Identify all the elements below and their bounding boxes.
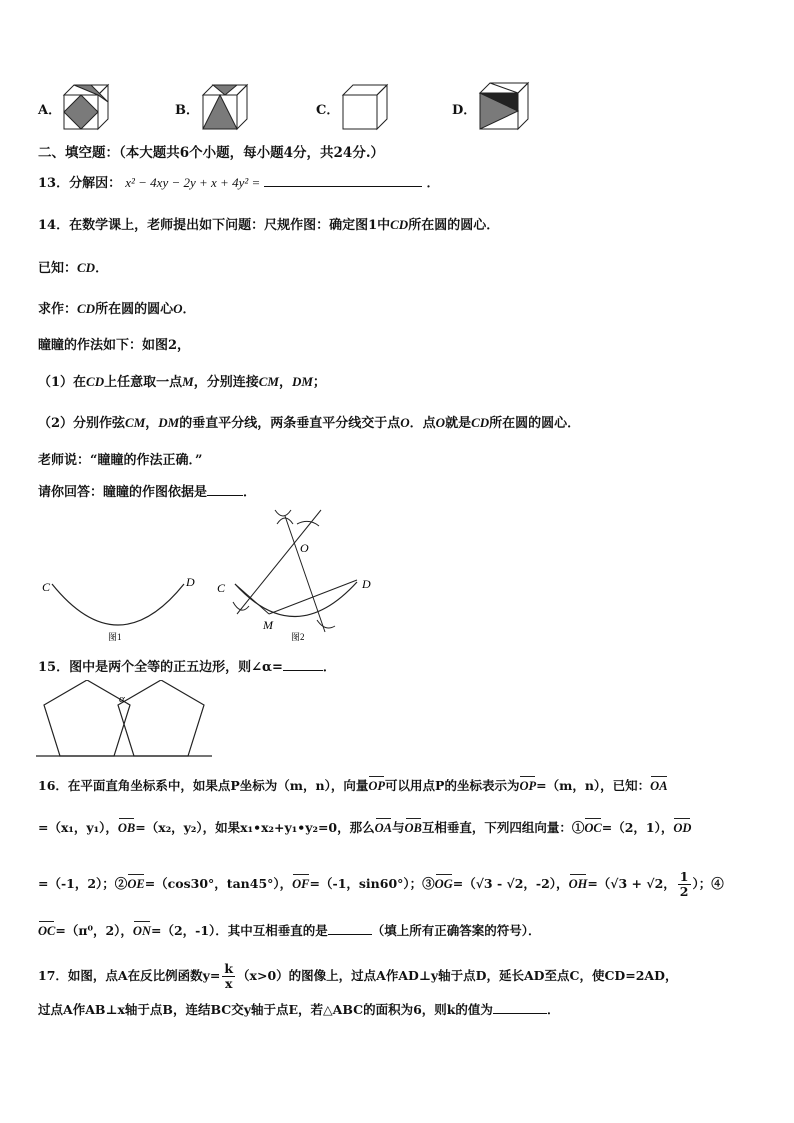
q16-vec-ob2: OB xyxy=(404,821,422,835)
q17-answer-blank[interactable] xyxy=(493,1001,547,1014)
q13-answer-blank[interactable] xyxy=(264,174,422,187)
q14-teacher: 老师说：“瞳瞳的作法正确．” xyxy=(38,453,203,468)
q14-step1 xyxy=(38,371,326,390)
q14-answer-blank[interactable] xyxy=(207,483,243,496)
q14-ask-text: 请你回答：瞳瞳的作图依据是 xyxy=(38,485,208,500)
fig1-caption: 图1 xyxy=(108,632,122,642)
q14-step1-dm: DM xyxy=(291,374,313,389)
q15-end: ． xyxy=(322,660,336,675)
q14-method: 瞳瞳的作法如下：如图2， xyxy=(38,338,191,353)
q17-l1-a: 17．如图，点A在反比例函数y= xyxy=(38,968,221,983)
q14-known-arc: CD xyxy=(77,260,96,275)
q14-step1-e: ； xyxy=(312,375,326,390)
q16-l3-d: =（√3 - √2，-2）， xyxy=(452,876,569,891)
q16-line3 xyxy=(38,870,724,899)
q16-vec-of: OF xyxy=(292,877,310,891)
q16-l1-a: 16．在平面直角坐标系中，如果点P坐标为（m，n），向量 xyxy=(38,778,369,793)
q16-vec-oc2: OC xyxy=(38,924,56,938)
q16-frac-num: 1 xyxy=(679,869,689,884)
q16-l1-b: 可以用点P的坐标表示为 xyxy=(385,778,520,793)
q16-l2-e: =（2，1）， xyxy=(601,820,674,835)
q16-line2 xyxy=(38,818,691,836)
q17-line1 xyxy=(38,962,677,991)
q14-known-label: 已知： xyxy=(38,261,78,276)
fig2-caption: 图2 xyxy=(291,632,305,642)
q16-vec-op: OP xyxy=(368,779,386,793)
q14-find-mid: 所在圆的圆心 xyxy=(95,302,174,317)
q14-known xyxy=(38,257,108,276)
q16-vec-oa2: OA xyxy=(374,821,392,835)
q13-expression: x² − 4xy − 2y + x + 4y² = xyxy=(125,175,261,190)
q16-l3-a: =（-1，2）；② xyxy=(38,876,128,891)
q14-find-o: O xyxy=(173,301,183,316)
q15-answer-blank[interactable] xyxy=(283,658,323,671)
fig2-label-o: O xyxy=(300,541,309,555)
fig1-label-c: C xyxy=(42,580,51,594)
q14-step2-o: O xyxy=(400,415,410,430)
q14-step2-e: 就是 xyxy=(445,416,472,431)
q14-find-end: ． xyxy=(182,302,196,317)
q16-l4-a: =（π⁰，2）， xyxy=(55,923,133,938)
q16-vec-og: OG xyxy=(434,877,453,891)
q17-line2 xyxy=(38,1000,559,1018)
q16-vec-op2: OP xyxy=(519,779,537,793)
q16-vec-od: OD xyxy=(673,821,692,835)
option-a-label[interactable]: A． xyxy=(38,103,62,118)
q14-step2-o2: O xyxy=(435,415,446,430)
q17-fraction xyxy=(222,962,235,991)
q16-l3-e: =（√3 + √2， xyxy=(587,876,676,891)
q14-step2-dm: DM xyxy=(158,415,180,430)
option-b-label[interactable]: B． xyxy=(175,103,199,118)
q14-step2-d: ．点 xyxy=(409,416,436,431)
q16-vec-oh: OH xyxy=(568,877,588,891)
q16-l2-d: 互相垂直，下列四组向量：① xyxy=(421,820,585,835)
question-15 xyxy=(38,656,336,675)
q16-l2-a: =（x₁，y₁）， xyxy=(38,820,118,835)
q17-l2-end: ． xyxy=(546,1002,560,1017)
option-d-label[interactable]: D． xyxy=(452,103,477,118)
q14-step2-cm: CM xyxy=(125,415,146,430)
q13-suffix: ． xyxy=(426,176,440,191)
q16-answer-blank[interactable] xyxy=(328,922,372,935)
option-c-cube-image[interactable] xyxy=(341,83,391,131)
q14-figure2 xyxy=(215,502,385,646)
q14-step2-a: （2）分别作弦 xyxy=(38,416,126,431)
q16-l4-c: （填上所有正确答案的符号）． xyxy=(371,923,541,938)
q14-step2-b: ， xyxy=(145,416,159,431)
q16-l3-b: =（cos30°，tan45°）， xyxy=(144,876,293,891)
q16-frac-den: 2 xyxy=(679,884,689,899)
q14-find-arc: CD xyxy=(77,301,96,316)
q16-l2-c: 与 xyxy=(391,820,405,835)
q14-step1-m: M xyxy=(182,374,194,389)
q16-l1-c: =（m，n），已知： xyxy=(536,778,651,793)
q15-pentagons-figure xyxy=(36,680,214,760)
q16-line4 xyxy=(38,921,541,939)
q16-l3-c: =（-1，sin60°）；③ xyxy=(309,876,435,891)
fig2-label-m: M xyxy=(263,618,273,632)
q14-ask-end: ． xyxy=(243,485,257,500)
question-13 xyxy=(38,172,440,191)
q16-l4-b: =（2，-1）．其中互相垂直的是 xyxy=(150,923,328,938)
q16-vec-oc: OC xyxy=(584,821,602,835)
q16-vec-ob: OB xyxy=(117,821,136,835)
q17-frac-k: k xyxy=(224,961,234,976)
fig2-label-c: C xyxy=(217,581,226,595)
q14-known-end: ． xyxy=(95,261,109,276)
q14-find xyxy=(38,298,196,317)
fig2-label-d: D xyxy=(362,577,371,591)
q14-arc-cd: CD xyxy=(390,217,409,232)
q16-line1 xyxy=(38,776,668,794)
q16-vec-oe: OE xyxy=(127,877,145,891)
q14-figure1 xyxy=(38,570,208,644)
q14-step2-f: 所在圆的圆心． xyxy=(489,416,581,431)
option-a-cube-image[interactable] xyxy=(62,83,112,131)
fig1-label-d: D xyxy=(186,575,195,589)
q14-line1-end: 所在圆的圆心． xyxy=(408,218,500,233)
option-d-cube-image[interactable] xyxy=(478,81,532,131)
q14-find-label: 求作： xyxy=(38,302,78,317)
option-b-cube-image[interactable] xyxy=(201,83,251,131)
q14-step1-arc: CD xyxy=(86,374,105,389)
q17-l1-b: （x>0）的图像上，过点A作AD⊥y轴于点D，延长AD至点C，使CD=2AD， xyxy=(237,968,678,983)
q14-step1-b: 上任意取一点 xyxy=(104,375,183,390)
q16-vec-oa: OA xyxy=(650,779,668,793)
q14-step2 xyxy=(38,412,580,431)
q14-ask xyxy=(38,481,256,500)
q14-step1-d: ， xyxy=(278,375,292,390)
q17-frac-x: x xyxy=(224,976,233,991)
section2-header: 二、填空题：（本大题共6个小题，每小题4分，共24分.） xyxy=(38,145,385,161)
option-c-label[interactable]: C． xyxy=(316,103,340,118)
q14-line1 xyxy=(38,214,499,233)
q15-alpha-label: α xyxy=(119,693,125,705)
q16-l3-f: ）；④ xyxy=(692,876,724,891)
q16-vec-on: ON xyxy=(132,924,151,938)
q14-step2-arc: CD xyxy=(471,415,490,430)
q14-step1-c: ，分别连接 xyxy=(193,375,259,390)
q14-step1-a: （1）在 xyxy=(38,375,87,390)
q14-step2-c: 的垂直平分线，两条垂直平分线交于点 xyxy=(179,416,401,431)
q15-text: 15．图中是两个全等的正五边形，则∠α= xyxy=(38,660,283,675)
q16-fraction xyxy=(678,870,691,899)
q14-step1-cm: CM xyxy=(258,374,279,389)
q16-l2-b: =（x₂，y₂），如果x₁•x₂+y₁•y₂=0，那么 xyxy=(135,820,375,835)
q13-prefix: 13．分解因： xyxy=(38,176,122,191)
q14-line1-text: 14．在数学课上，老师提出如下问题：尺规作图：确定图1中 xyxy=(38,218,391,233)
q17-l2: 过点A作AB⊥x轴于点B，连结BC交y轴于点E，若△ABC的面积为6，则k的值为 xyxy=(38,1002,493,1017)
